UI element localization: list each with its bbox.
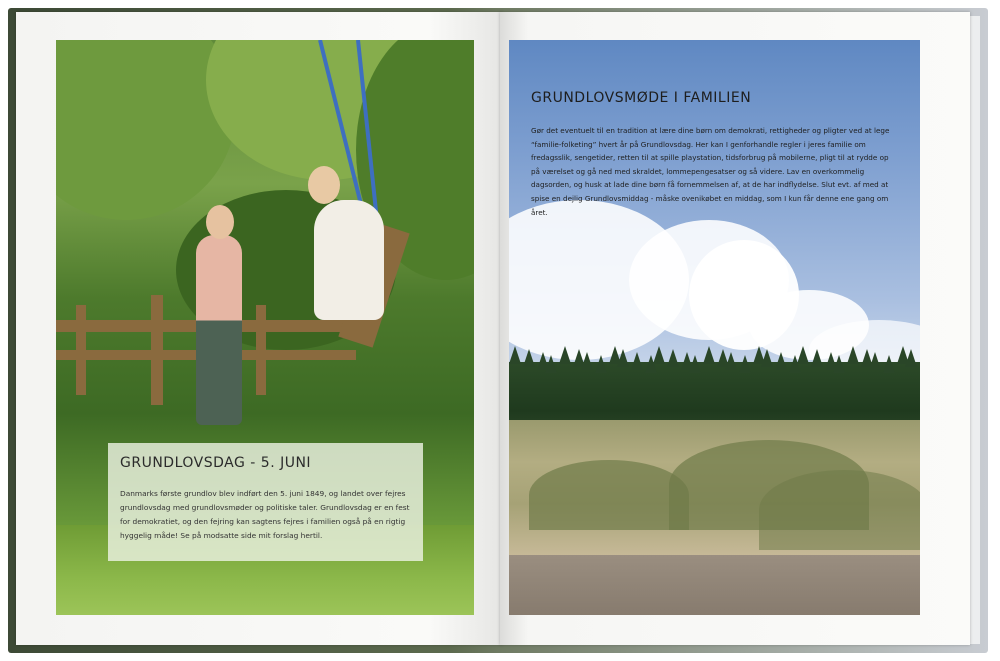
tree-tip [905,349,917,367]
tree-tip [595,355,607,373]
tree-tip [833,355,845,373]
sand-path [509,555,920,615]
tree-tip [581,352,593,370]
caption-title: GRUNDLOVSDAG - 5. JUNI [120,455,312,471]
tree-tip [761,349,773,367]
woman-head [206,205,234,239]
caption-body: Danmarks første grundlov blev indført den 5. juni 1849, og landet over fejres grundlovsdag med grundlovsmøder og politiske taler. Grundlovsdag er en fest for demokratiet, og den fejring kan sagtens fejres i familien også på en rigtig hyggelig måde! Se på modsatte side mit forslag hertil. [120,489,410,540]
tree-tip [667,349,679,367]
tree-tip [847,346,859,364]
fence-post [151,295,163,405]
right-page-body: Gør det eventuelt til en tradition at lære dine børn om demokrati, rettigheder og pligter ved at lege “familie-folketing” hvert år på Grundlovsdag. Her kan I genforhandle regler i jeres familie om fredagsslik, sengetider, retten til at spille playstation, tidsforbrug på mobilerne, pligt til at rydde op på værelset og gå ned med skraldet, lommepengesatser og så videre. Lav en overkommelig dagsorden, og husk at lade dine børn få fornemmelsen af, at de har indflydelse. Slut evt. af med at spise en dejlig Grundlovsmiddag - måske ovenikøbet en middag, som I kun får denne ene gang om året. [531,126,890,217]
fence-post [256,305,266,395]
tree-tip [523,349,535,367]
girl-on-swing [314,200,384,320]
tree-tip [509,346,521,364]
girl-head [308,166,340,204]
tree-tip [653,346,665,364]
tree-tip [739,355,751,373]
tree-tip [725,352,737,370]
fence-post [76,305,86,395]
tree-tip [631,352,643,370]
tree-tip [617,349,629,367]
dune-grass [759,470,920,550]
dune-grass [529,460,689,530]
tree-tip [559,346,571,364]
tree-tip [689,355,701,373]
tree-tip [811,349,823,367]
caption-box [108,443,423,561]
tree-tip [883,355,895,373]
tree-tip [775,352,787,370]
tree-tip [797,346,809,364]
woman-standing [196,235,242,425]
tree-tip [545,355,557,373]
right-page-title: GRUNDLOVSMØDE I FAMILIEN [531,90,752,106]
tree-tip [703,346,715,364]
tree-tip [869,352,881,370]
